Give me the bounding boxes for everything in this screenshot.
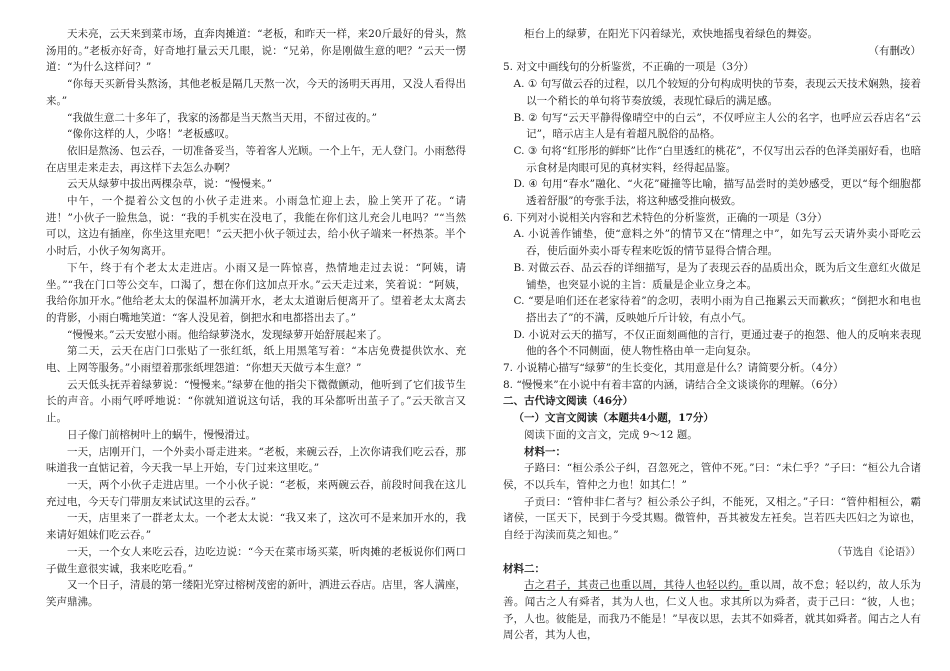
- text-paragraph: 古之君子，其责己也重以周，其待人也轻以约。重以周，故不怠；轻以约，故人乐为善。闻古之人有舜者，其为人也，仁义人也。求其所以为舜者，责于己曰：“彼，人也；予，人也。彼能是，而我乃不能是！”早夜以思，去其不如舜者，就其如舜者。闻古之人有周公者，其为人也，: [503, 579, 922, 642]
- underlined-sentence: 古之君子，其责己也重以周，其待人也轻以约。: [524, 579, 750, 592]
- subsection-heading: （一）文言文阅读（本题共4小题，17分）: [513, 412, 714, 425]
- answer-option: A. ① 句写做云吞的过程，以几个较短的分句构成明快的节奏，表现云天技术娴熟，接着以一个稍长的单句将节奏放缓，表现忙碌后的满足感。: [513, 78, 921, 107]
- material-label: 材料二：: [503, 562, 545, 575]
- question-stem: 8. “慢慢来”在小说中有着丰富的内涵，请结合全文谈谈你的理解。（6分）: [503, 378, 844, 391]
- story-paragraph: 一天，店刚开门，一个外卖小哥走进来。“老板，来碗云吞，上次你请我们吃云吞，那味道我一直惦记着，今天我一早上开始，专门过来这里吃。”: [46, 445, 466, 475]
- question-stem: 5. 对文中画线句的分析鉴赏，不正确的一项是（3分）: [503, 61, 755, 74]
- answer-option: A. 小说善作铺垫，使“意料之外”的情节又在“情理之中”，如先写云天请外卖小哥吃云吞，使后面外卖小哥专程来吃饭的情节显得合情合理。: [513, 228, 921, 258]
- section-heading: 二、古代诗文阅读（46分）: [503, 395, 634, 408]
- source-note: （节选自《论语》）: [831, 545, 921, 558]
- story-paragraph: 一天，两个小伙子走进店里。一个小伙子说：“老板，来两碗云吞，前段时间我在这儿充过电，今天专门带朋友来试试这里的云吞。”: [46, 478, 466, 508]
- text-paragraph: 子贡曰：“管仲非仁者与？桓公杀公子纠，不能死，又相之。”子曰：“管仲相桓公，霸诸侯，一匡天下，民到于今受其赐。微管仲，吾其被发左衽矣。岂若匹夫匹妇之为谅也，自经于沟渎而莫之知也。”: [503, 495, 921, 542]
- story-paragraph: 云天从绿萝中拔出两棵杂草，说：“慢慢来。”: [67, 178, 272, 191]
- answer-option: C. “要是咱们还在老家待着”的念叨，表明小雨为自己拖累云天而歉疚；“倒把水和电也搭出去了”的不满，反映她斤斤计较，有点小气。: [513, 295, 921, 324]
- story-paragraph: 依旧是熬汤、包云吞，一切准备妥当，等着客人光顾。一个上午，无人登门。小雨愁得在店里走来走去，再这样下去怎么办啊？: [46, 144, 466, 174]
- answer-option: B. ② 句写“云天平静得像晴空中的白云”，不仅呼应主人公的名字，也呼应云吞店名“云记”，暗示店主人是有着超凡脱俗的品格。: [513, 111, 921, 141]
- text-paragraph: 子路曰：“桓公杀公子纠，召忽死之，管仲不死。”曰：“未仁乎？”子曰：“桓公九合诸侯，不以兵车，管仲之力也！如其仁！”: [503, 462, 921, 491]
- answer-option: D. 小说对云天的描写，不仅正面刻画他的言行，更通过妻子的抱怨、他人的反响来表现他的各个不同侧面，使人物性格由单一走向复杂。: [513, 328, 921, 358]
- story-paragraph: “你每天买新骨头熬汤，其他老板是隔几天熬一次，今天的汤明天再用，又没人看得出来。”: [46, 78, 466, 107]
- story-paragraph: 又一个日子，清晨的第一缕阳光穿过榕树茂密的新叶，洒进云吞店。店里，客人满座，笑声鼎沸。: [46, 579, 466, 608]
- answer-option: C. ③ 句将“红彤彤的鲜虾”比作“白里透红的桃花”，不仅写出云吞的色泽美丽好看，也暗示食材是肉眼可见的真材实料，经得起品鉴。: [513, 144, 921, 174]
- story-paragraph: 中午，一个提着公文包的小伙子走进来。小雨急忙迎上去，脸上笑开了花。“请进！”小伙子一脸焦急，说：“我的手机实在没电了，我能在你们这儿充会儿电吗？”“当然可以，这边有插座，你坐这里充吧！”云天把小伙子领过去，给小伙子端来一杯热茶。半个小时后，小伙子匆匆离开。: [46, 195, 466, 258]
- story-paragraph: 日子像门前榕树叶上的蜗牛，慢慢滑过。: [67, 428, 256, 441]
- questions-column: [503, 26, 921, 644]
- story-paragraph: “我做生意二十多年了，我家的汤都是当天熬当天用，不留过夜的。”: [67, 111, 377, 124]
- question-stem: 7. 小说精心描写“绿萝”的生长变化，其用意是什么？请简要分析。（4分）: [503, 362, 844, 375]
- story-paragraph: “像你这样的人，少咯！”老板感叹。: [67, 128, 236, 141]
- answer-option: D. ④ 句用“春水”融化、“火花”碰撞等比喻，描写品尝时的美妙感受，更以“每个细胞都透着舒服”的夸张手法，将这种感受推向极致。: [513, 178, 921, 208]
- story-paragraph: 云天低头抚弄着绿萝说：“慢慢来。”绿萝在他的指尖下微微颤动，他听到了它们拔节生长的声音。小雨气呼呼地说：“你就知道说这句话，我的耳朵都听出茧子了。”云天欲言又止。: [46, 378, 466, 425]
- story-paragraph: “慢慢来。”云天安慰小雨。他给绿萝浇水，发现绿萝开始舒展起来了。: [67, 328, 388, 341]
- story-paragraph: 天未亮，云天来到菜市场，直奔肉摊道：“老板，和昨天一样，来20斤最好的骨头，熬汤用的。”老板亦好奇，好奇地打量云天几眼，说：“兄弟，你是刚做生意的吧？”云天一愣道：“为什么这样问？”: [46, 28, 466, 74]
- story-paragraph: 第二天，云天在店门口张贴了一张红纸，纸上用黑笔写着：“本店免费提供饮水、充电、上网等服务。”小雨望着那张纸埋怨道：“你想天天做亏本生意？”: [46, 345, 466, 375]
- answer-option: B. 对做云吞、品云吞的详细描写，是为了表现云吞的品质出众，既为后文生意红火做足铺垫，也突显小说的主旨：质量是企业立身之本。: [513, 261, 921, 291]
- question-stem: 6. 下列对小说相关内容和艺术特色的分析鉴赏，正确的一项是（3分）: [503, 211, 828, 224]
- text-paragraph: 阅读下面的文言文，完成 9～12 题。: [524, 428, 698, 441]
- text-paragraph: 柜台上的绿萝，在阳光下闪着绿光，欢快地摇曳着绿色的舞姿。: [524, 28, 818, 40]
- material-label: 材料一：: [524, 445, 566, 458]
- story-column: [46, 26, 466, 611]
- story-paragraph: 一天，店里来了一群老太太。一个老太太说：“我又来了，这次可不是来加开水的，我来请好姐妹们吃云吞。”: [46, 512, 466, 542]
- source-note: （有删改）: [868, 44, 921, 57]
- story-paragraph: 下午，终于有个老太太走进店。小雨又是一阵惊喜，热情地走过去说：“阿姨，请坐。”“我在门口等公交车，口渴了，想在你们这加点开水。”云天走过来，笑着说：“阿姨，我给你加开水。”他给老太太的保温杯加满开水，老太太道谢后便离开了。望着老太太离去的背影，小雨白嘴地笑道：“客人没见着，倒把水和电都搭出去了。”: [46, 261, 466, 324]
- story-paragraph: 一天，一个女人来吃云吞，边吃边说：“今天在菜市场买菜，听肉摊的老板说你们两口子做生意很实诚，我来吃吃看。”: [46, 545, 466, 575]
